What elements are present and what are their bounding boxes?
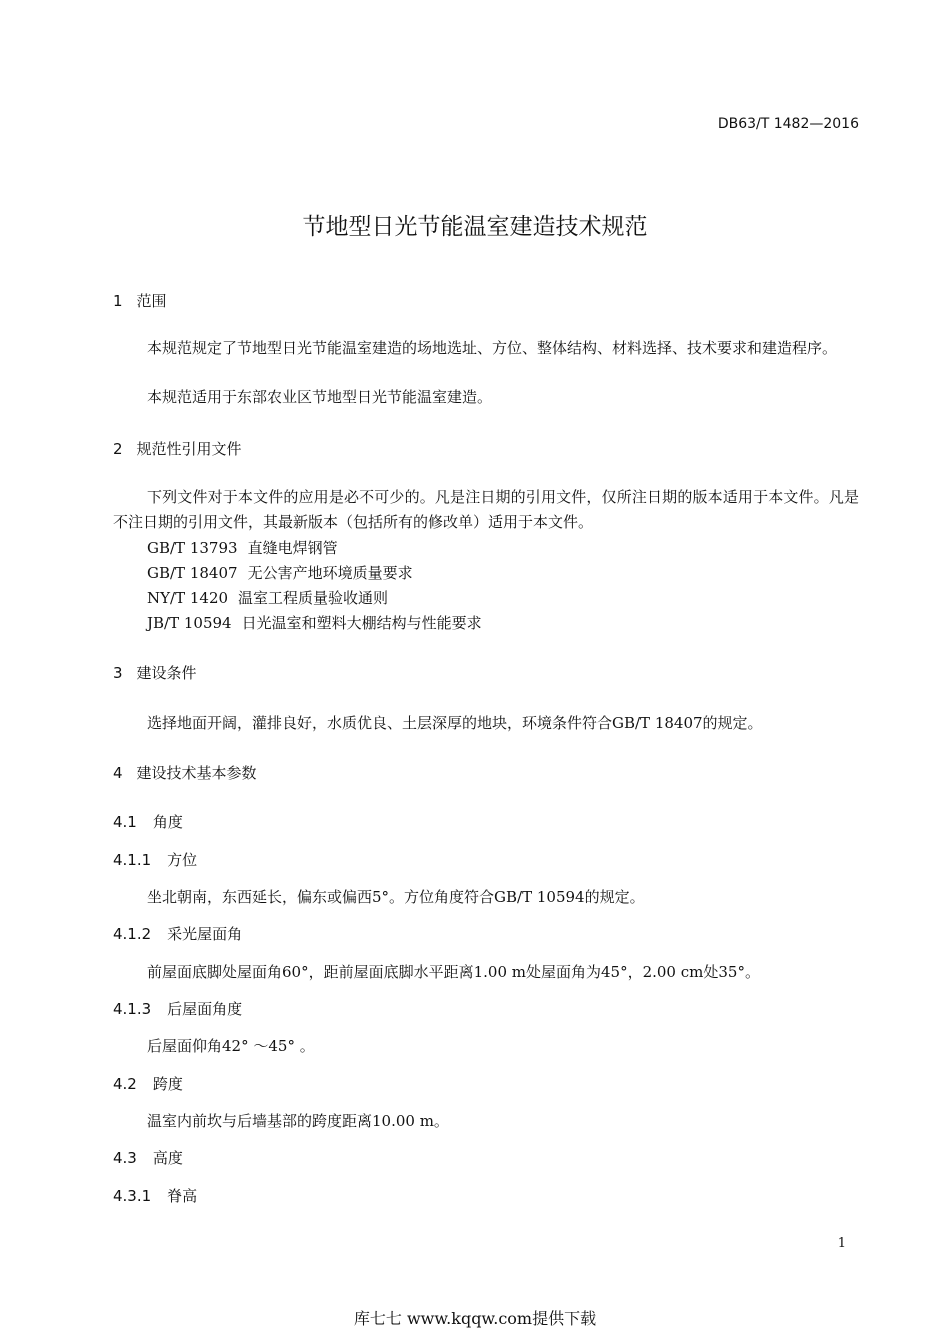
section-title: 建设条件 [136,664,197,682]
reference-code: NY/T 1420 [147,589,229,607]
reference-item [147,612,482,633]
reference-item [147,562,413,583]
paragraph: 温室内前坎与后墙基部的跨度距离10.00 m。 [147,1112,449,1130]
page-title: 节地型日光节能温室建造技术规范 [302,214,648,240]
subsection-heading-4-3-1 [113,1185,197,1206]
section-title: 高度 [152,1149,183,1167]
reference-item [147,587,388,608]
section-number: 4.2 [113,1075,137,1093]
section-number: 4 [113,764,123,782]
reference-code: GB/T 13793 [147,539,238,557]
section-number: 4.1.1 [113,851,152,869]
section-number: 4.3.1 [113,1187,152,1205]
reference-name: 无公害产地环境质量要求 [247,564,413,582]
section-title: 建设技术基本参数 [136,764,257,782]
section-title: 采光屋面角 [167,925,243,943]
section-heading-3 [113,662,197,683]
section-heading-1 [113,290,167,311]
document-code: DB63/T 1482—2016 [717,116,859,132]
subsection-heading-4-2 [113,1073,183,1094]
section-title: 脊高 [167,1187,198,1205]
page-number: 1 [837,1236,846,1251]
section-title: 跨度 [152,1075,183,1093]
subsection-heading-4-1-1 [113,849,197,870]
download-footer: 库七七 www.kqqw.com提供下载 [353,1309,597,1328]
section-heading-4 [113,762,257,783]
paragraph: 本规范适用于东部农业区节地型日光节能温室建造。 [147,388,493,406]
section-number: 3 [113,664,123,682]
paragraph: 本规范规定了节地型日光节能温室建造的场地选址、方位、整体结构、材料选择、技术要求和建造程序。 [147,339,838,357]
subsection-heading-4-1 [113,811,183,832]
section-number: 4.1.2 [113,925,152,943]
section-title: 规范性引用文件 [136,440,242,458]
reference-code: JB/T 10594 [147,614,232,632]
section-title: 角度 [152,813,183,831]
paragraph: 下列文件对于本文件的应用是必不可少的。凡是注日期的引用文件，仅所注日期的版本适用于本文件。凡是不注日期的引用文件，其最新版本（包括所有的修改单）适用于本文件。 [113,488,859,531]
reference-name: 直缝电焊钢管 [247,539,338,557]
section-number: 4.1 [113,813,137,831]
paragraph: 坐北朝南，东西延长，偏东或偏西5°。方位角度符合GB/T 10594的规定。 [147,888,645,906]
subsection-heading-4-1-2 [113,923,242,944]
section-number: 2 [113,440,123,458]
reference-item [147,537,338,558]
paragraph: 后屋面仰角42° ～45° 。 [147,1037,315,1055]
section-number: 1 [113,292,123,310]
subsection-heading-4-3 [113,1147,183,1168]
section-title: 方位 [167,851,198,869]
section-number: 4.3 [113,1149,137,1167]
reference-code: GB/T 18407 [147,564,238,582]
section-title: 后屋面角度 [167,1000,243,1018]
subsection-heading-4-1-3 [113,998,242,1019]
section-number: 4.1.3 [113,1000,152,1018]
section-title: 范围 [136,292,167,310]
reference-name: 日光温室和塑料大棚结构与性能要求 [241,614,482,632]
section-heading-2 [113,438,242,459]
paragraph: 选择地面开阔，灌排良好，水质优良、土层深厚的地块，环境条件符合GB/T 18407的规定。 [147,714,763,732]
paragraph: 前屋面底脚处屋面角60°，距前屋面底脚水平距离1.00 m处屋面角为45°，2.00 cm处35°。 [147,963,760,981]
reference-name: 温室工程质量验收通则 [238,589,389,607]
